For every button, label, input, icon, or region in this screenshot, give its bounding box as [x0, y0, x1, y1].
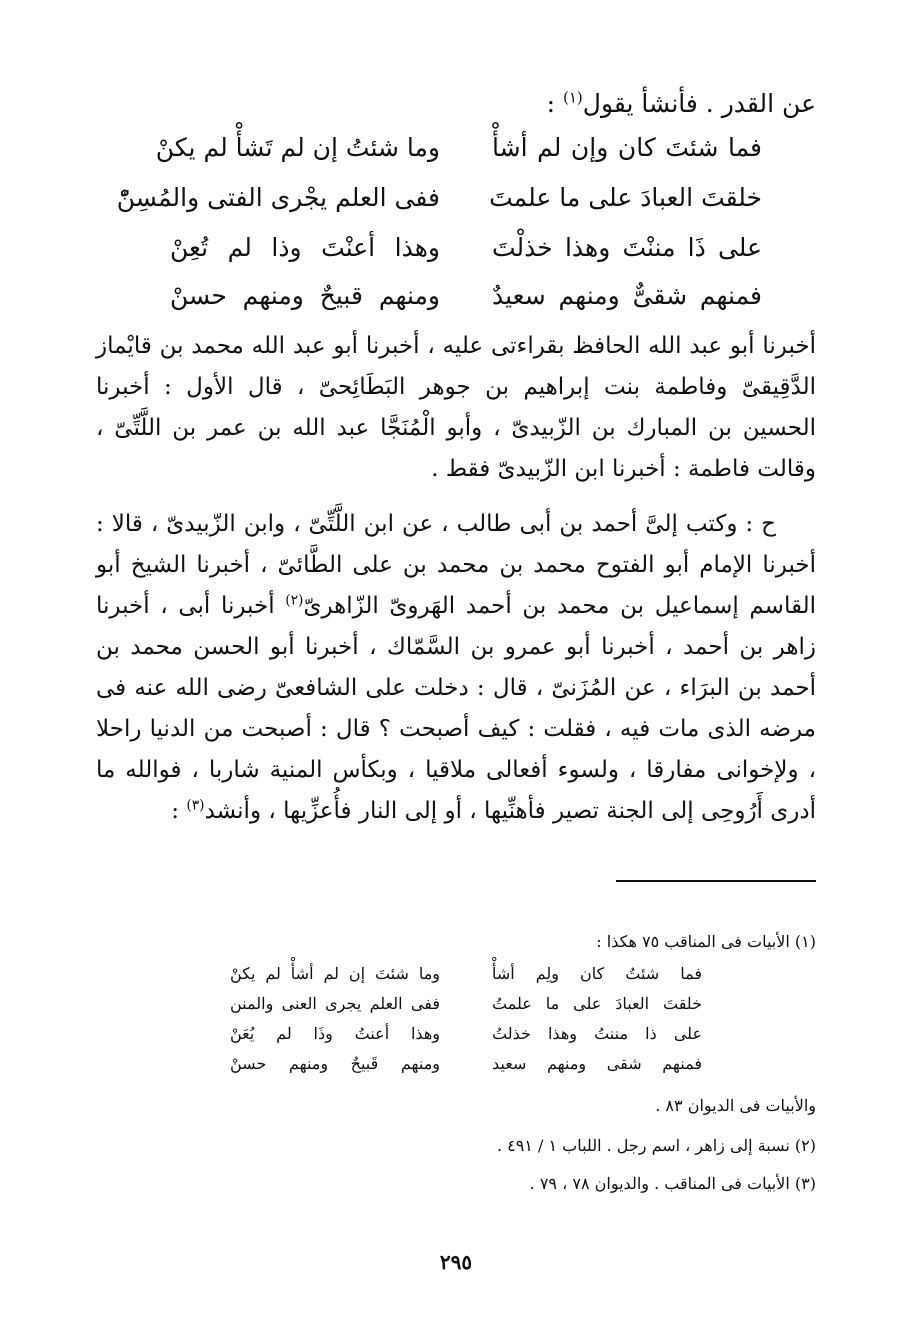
footnote-1-verses — [0, 960, 912, 1084]
verse-3-second-hemistich: وهذا أعنْتَ وذا لم تُعِنْ — [170, 233, 440, 262]
verse-4-second-hemistich: ومنهم قبيحٌ ومنهم حسنْ — [170, 281, 440, 310]
paragraph-2-tail: : — [171, 798, 187, 824]
footnote-verse-1-second: وما شئتَ إن لم أشأْ لم يكنْ — [230, 964, 440, 983]
footnote-verse-3-second: وهذا أعنتُ وذَا لم يُعَنْ — [230, 1024, 440, 1043]
footnote-verse-2-second: ففى العلم يجرى العنى والمنن — [230, 994, 440, 1013]
footnote-ref-2: (٢) — [285, 592, 304, 609]
footnote-1-heading: (١) الأبيات فى المناقب ٧٥ هكذا : — [596, 932, 816, 951]
footnote-verse-2 — [202, 990, 702, 1018]
footnote-ref-1: (١) — [563, 88, 583, 107]
paragraph-isnad-1: أخبرنا أبو عبد الله الحافظ بقراءتى عليه ، أخبرنا أبو عبد الله محمد بن قايْماز الدَّقِيقىّ وفاطمة بنت إبراهيم بن جوهر البَطَائِحىّ ، قال الأول : أخبرنا الحسين بن المبارك بن الزّبيدىّ ، وأبو الْمُنَجَّا عبد الله بن عمر بن اللَّتِّىّ ، وقالت فاطمة : أخبرنا ابن الزّبيدىّ فقط . — [96, 333, 816, 482]
footnote-verse-4-second: ومنهم قَبيحٌ ومنهم حسنْ — [230, 1054, 440, 1073]
footnote-verse-1-first: فما شئتُ كان ولِم أشأْ — [492, 964, 702, 983]
footnote-verse-3-first: على ذا مننتُ وهذا خذلتُ — [492, 1024, 702, 1043]
verse-3-first-hemistich: على ذَا مننْتَ وهذا خذلْتَ — [492, 233, 762, 262]
verse-2 — [116, 178, 762, 218]
verse-1 — [155, 128, 762, 168]
paragraph-2-part-1: ح : وكتب إلىَّ أحمد بن أبى طالب ، عن ابن اللَّتِّىّ ، وابن الزّبيدىّ ، قالا : أخبرنا الإمام أبو الفتوح محمد بن محمد بن على الطَّائىّ ، أخبرنا الشيخ أبو القاسم إسماعيل بن محمد بن أحمد الهَروىّ الزّاهرىّ — [96, 511, 816, 619]
footnote-verse-4 — [202, 1050, 702, 1078]
intro-text: عن القدر . فأنشأ يقول — [582, 89, 816, 118]
footnote-2: (٢) نسبة إلى زاهر ، اسم رجل . اللباب ١ / ٤٩١ . — [496, 1136, 816, 1155]
intro-tail: : — [546, 89, 563, 118]
footnote-3: (٣) الأبيات فى المناقب . والديوان ٧٨ ، ٧٩ . — [529, 1174, 816, 1193]
verse-2-first-hemistich: خلقتَ العبادَ على ما علمتَ — [489, 183, 762, 212]
intro-line — [96, 88, 816, 120]
verse-1-second-hemistich: وما شئتُ إن لم تَشأْ لم يكنْ — [155, 133, 440, 162]
verse-3 — [162, 228, 762, 268]
footnote-divider — [616, 880, 816, 882]
paragraph-isnad-2 — [96, 504, 816, 832]
footnote-1-tail: والأبيات فى الديوان ٨٣ . — [655, 1096, 816, 1115]
footnote-verse-2-first: خلقتَ العبادَ على ما علمتُ — [492, 994, 702, 1013]
footnote-ref-3: (٣) — [186, 797, 205, 814]
verse-2-second-hemistich: ففى العلم يجْرى الفتى والمُسِنّْ — [116, 183, 440, 212]
verse-4-first-hemistich: فمنهم شقىٌّ ومنهم سعيدٌ — [492, 281, 762, 310]
footnote-verse-3 — [202, 1020, 702, 1048]
verse-4 — [162, 276, 762, 316]
page-number: ٢٩٥ — [439, 1250, 473, 1274]
verse-1-first-hemistich: فما شئتَ كان وإن لم أشأْ — [492, 133, 762, 162]
footnote-verse-1 — [202, 960, 702, 988]
paragraph-2-part-2: أخبرنا أبى ، أخبرنا زاهر بن أحمد ، أخبرنا أبو عمرو بن السَّمّاك ، أخبرنا أبو الحسن محمد بن أحمد بن البرَاء ، عن المُزَنىّ ، قال : دخلت على الشافعىّ رضى الله عنه فى مرضه الذى مات فيه ، فقلت : كيف أصبحت ؟ قال : أصبحت من الدنيا راحلا ، ولإخوانى مفارقا ، ولسوء أفعالى ملاقيا ، وبكأس المنية شاربا ، فوالله ما أدرى أَرُوحِى إلى الجنة تصير فأهنِّيها ، أو إلى النار فأُعزِّيها ، وأنشد — [96, 593, 816, 824]
footnote-verse-4-first: فمنهم شقى ومنهم سعيد — [492, 1054, 702, 1073]
